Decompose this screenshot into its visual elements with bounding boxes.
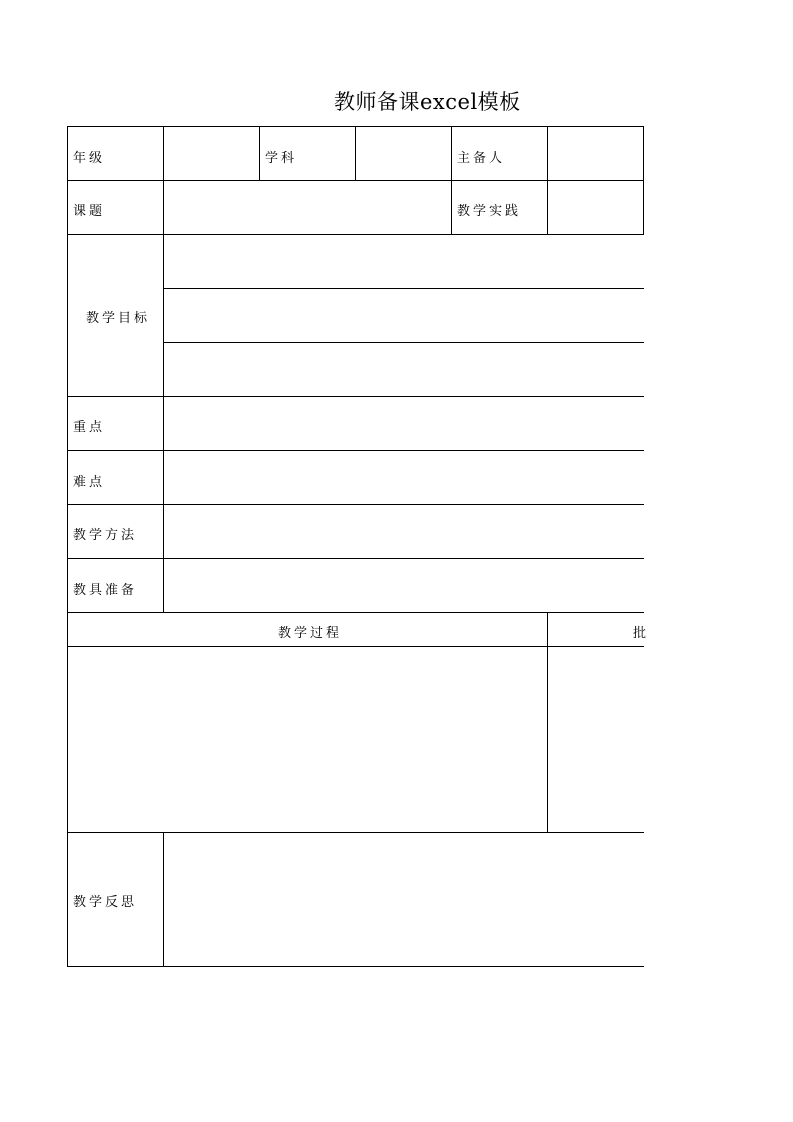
annotation-content-cell[interactable]	[547, 646, 644, 833]
aids-value-cell[interactable]	[163, 558, 644, 613]
process-label: 教学过程	[278, 626, 343, 641]
objective-row-1[interactable]	[163, 234, 644, 289]
preparer-label: 主备人	[457, 151, 506, 166]
reflection-value-cell[interactable]	[163, 832, 644, 967]
objectives-label: 教学目标	[86, 311, 151, 326]
objective-row-3[interactable]	[163, 342, 644, 397]
process-content-cell[interactable]	[67, 646, 548, 833]
key-points-label: 重点	[73, 420, 106, 435]
methods-label: 教学方法	[73, 528, 138, 543]
aids-label-cell	[67, 558, 164, 613]
lesson-plan-table	[67, 126, 650, 967]
annotation-header-cell	[547, 612, 650, 647]
grade-value-cell[interactable]	[163, 126, 260, 181]
process-header-cell	[67, 612, 548, 647]
grade-label: 年级	[73, 151, 106, 166]
difficulties-label: 难点	[73, 475, 106, 490]
objectives-label-cell	[67, 234, 164, 397]
subject-value-cell[interactable]	[355, 126, 452, 181]
preparer-label-cell	[451, 126, 548, 181]
topic-label-cell	[67, 180, 164, 235]
reflection-label: 教学反思	[73, 895, 138, 910]
grade-label-cell	[67, 126, 164, 181]
page-title: 教师备课excel模板	[334, 90, 521, 114]
annotation-label: 批	[633, 626, 650, 641]
key-points-label-cell	[67, 396, 164, 451]
practice-label-cell	[451, 180, 548, 235]
table-right-border-top	[643, 126, 644, 235]
objective-row-2[interactable]	[163, 288, 644, 343]
topic-value-cell[interactable]	[163, 180, 452, 235]
preparer-value-cell[interactable]	[547, 126, 644, 181]
difficulties-value-cell[interactable]	[163, 450, 644, 505]
topic-label: 课题	[73, 204, 106, 219]
aids-label: 教具准备	[73, 583, 138, 598]
methods-value-cell[interactable]	[163, 504, 644, 559]
practice-value-cell[interactable]	[547, 180, 644, 235]
methods-label-cell	[67, 504, 164, 559]
subject-label-cell	[259, 126, 356, 181]
reflection-label-cell	[67, 832, 164, 967]
table-bottom-border	[67, 966, 644, 967]
difficulties-label-cell	[67, 450, 164, 505]
key-points-value-cell[interactable]	[163, 396, 644, 451]
practice-label: 教学实践	[457, 204, 522, 219]
subject-label: 学科	[265, 151, 298, 166]
